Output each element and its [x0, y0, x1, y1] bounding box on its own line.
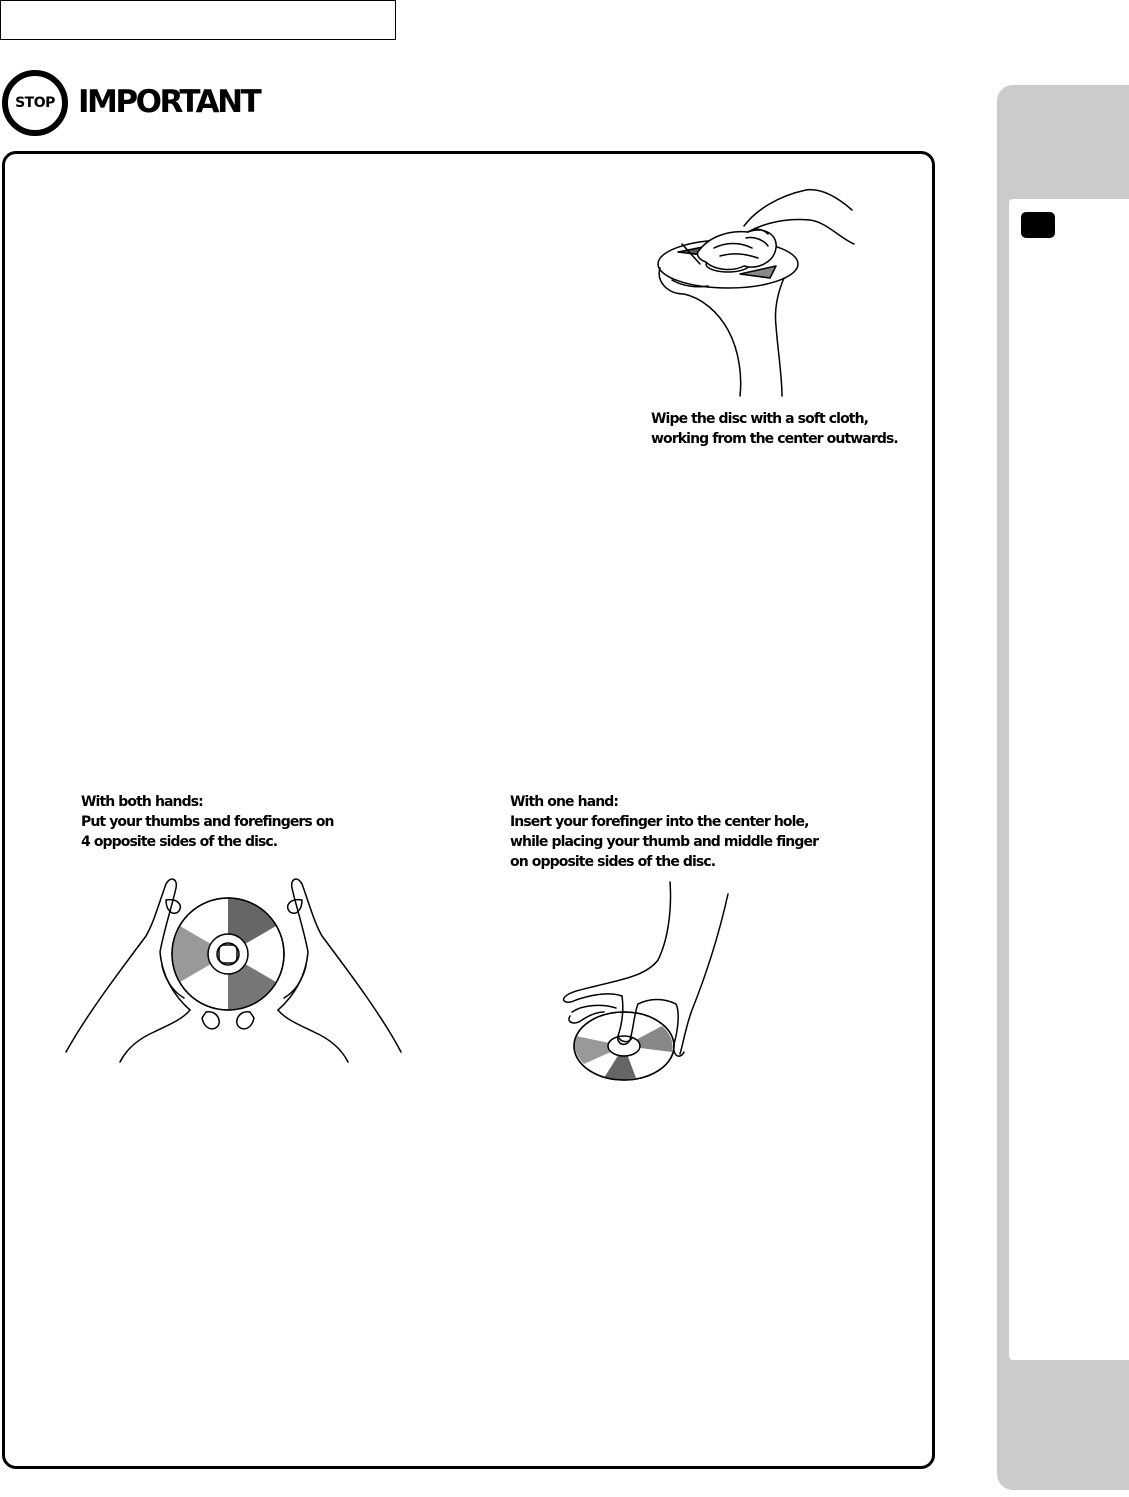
- both-hands-illustration: [66, 876, 401, 1062]
- stop-icon: [2, 70, 68, 136]
- sidebar-bottom-block: [997, 1360, 1129, 1490]
- one-hand-heading: With one hand:: [510, 794, 619, 810]
- one-hand-caption: [510, 792, 818, 872]
- stop-label: STOP: [15, 95, 55, 111]
- one-hand-line: on opposite sides of the disc.: [510, 854, 716, 870]
- one-hand-line: while placing your thumb and middle finger: [510, 834, 819, 850]
- sidebar-panel: [1009, 199, 1129, 1360]
- one-hand-line: Insert your forefinger into the center hole,: [510, 814, 809, 830]
- sidebar-top-block: [997, 85, 1129, 199]
- header-box: [0, 0, 396, 40]
- both-hands-heading: With both hands:: [81, 794, 203, 810]
- wipe-caption-line: working from the center outwards.: [651, 431, 898, 447]
- disc-icon: [172, 898, 284, 1010]
- hand-icon: [659, 190, 854, 396]
- both-hands-line: Put your thumbs and forefingers on: [81, 814, 334, 830]
- one-hand-illustration: [560, 880, 735, 1084]
- wipe-caption-line: Wipe the disc with a soft cloth,: [651, 411, 869, 427]
- wipe-disc-illustration: [648, 182, 860, 400]
- section-tab: [1021, 212, 1055, 238]
- both-hands-line: 4 opposite sides of the disc.: [81, 834, 278, 850]
- wipe-caption: [651, 409, 898, 449]
- page-title: IMPORTANT: [78, 84, 260, 120]
- both-hands-caption: [81, 792, 334, 852]
- disc-icon: [574, 1012, 674, 1080]
